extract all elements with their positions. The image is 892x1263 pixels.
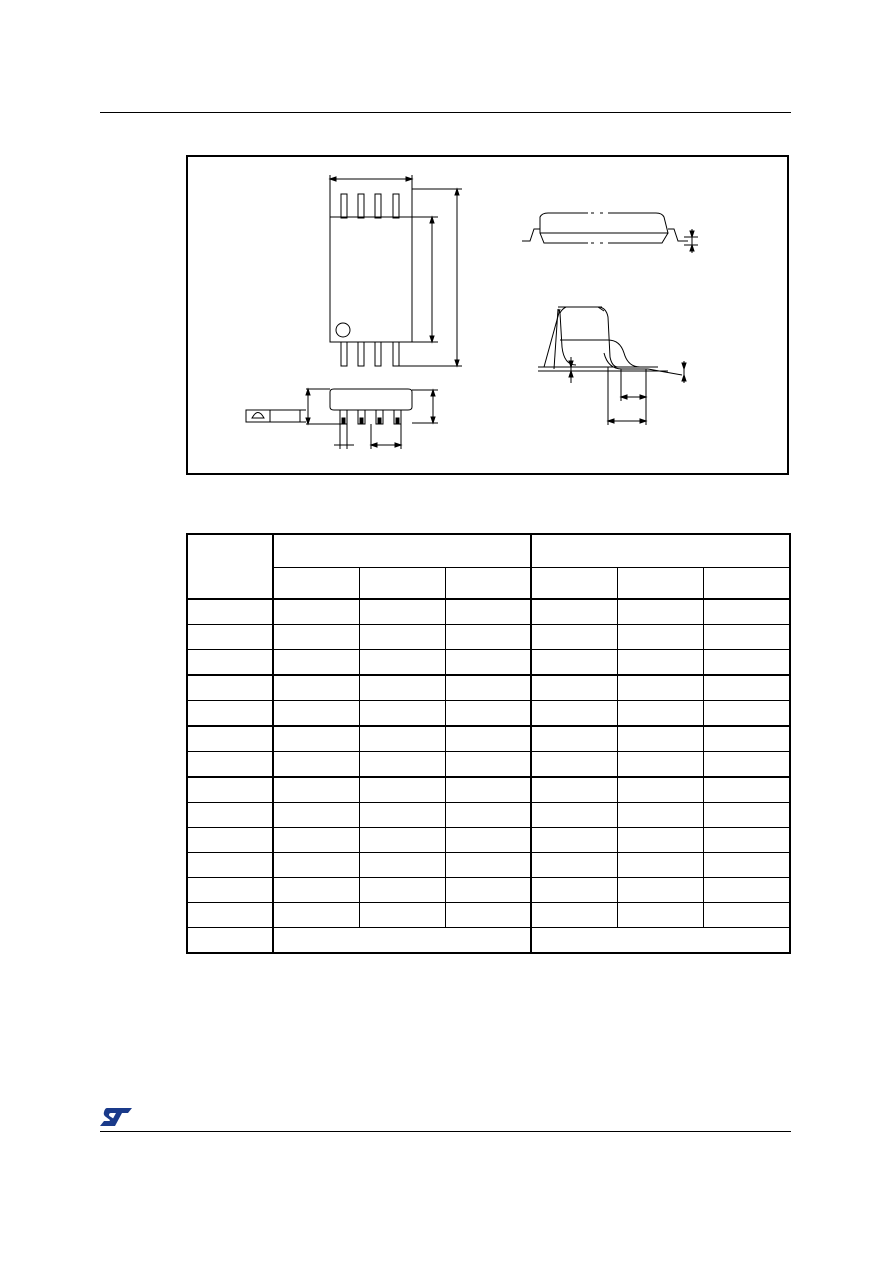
lead-detail-view [538,307,686,425]
sub-header-cell [273,568,359,600]
table-row [187,903,790,928]
sub-header-cell [359,568,445,600]
dimensions-table [186,533,791,954]
table-row [187,675,790,701]
sub-header-cell [445,568,531,600]
sub-header-cell [704,568,790,600]
table-row [187,726,790,752]
table-row [187,828,790,853]
table-row-merged [187,928,790,954]
sub-header-cell [618,568,704,600]
table-row [187,803,790,828]
header-rule [100,112,791,113]
table-row [187,599,790,625]
group-header-cell-1 [273,534,531,568]
package-drawing [188,157,791,477]
table-header-row-2 [187,568,790,600]
table-header-row-1 [187,534,790,568]
table-row [187,777,790,803]
table-row [187,625,790,650]
top-view [330,175,462,366]
table-row [187,701,790,727]
side-view [522,213,698,253]
end-view [246,389,438,449]
group-header-cell-2 [531,534,790,568]
table-row [187,752,790,778]
table-row [187,878,790,903]
symbol-header-cell [187,534,273,599]
sub-header-cell [531,568,617,600]
footer-rule [100,1131,791,1132]
st-logo-mark [100,1108,132,1126]
st-logo [99,1106,133,1128]
package-outline-figure [186,155,789,475]
table-row [187,650,790,676]
table-row [187,853,790,878]
